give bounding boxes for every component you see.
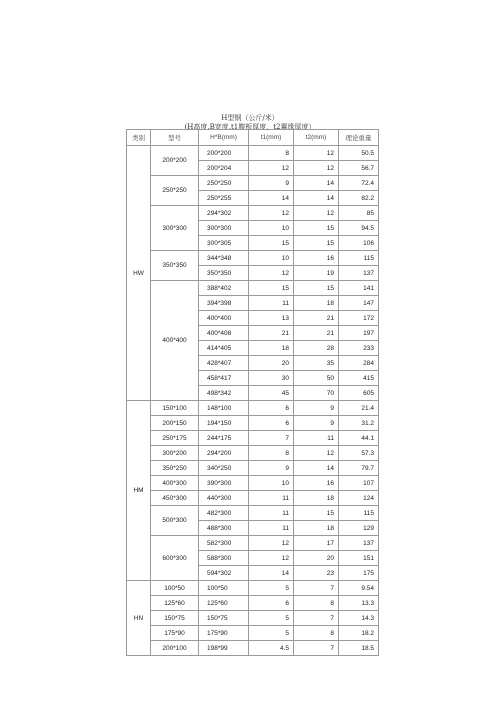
table-row <box>127 476 379 491</box>
hb-cell: 250*250 <box>199 176 249 191</box>
t1-cell: 7 <box>249 431 294 446</box>
t2-cell: 11 <box>294 431 339 446</box>
t2-cell: 18 <box>294 296 339 311</box>
weight-cell: 56.7 <box>339 161 379 176</box>
weight-cell: 175 <box>339 566 379 581</box>
hb-cell: 344*348 <box>199 251 249 266</box>
hb-cell: 458*417 <box>199 371 249 386</box>
weight-cell: 137 <box>339 266 379 281</box>
model-cell: 150*100 <box>151 401 199 416</box>
table-row <box>127 416 379 431</box>
hb-cell: 250*255 <box>199 191 249 206</box>
model-cell: 400*300 <box>151 476 199 491</box>
category-cell: HW <box>127 146 151 401</box>
t2-cell: 8 <box>294 596 339 611</box>
t1-cell: 15 <box>249 236 294 251</box>
t2-cell: 17 <box>294 536 339 551</box>
weight-cell: 18.5 <box>339 641 379 656</box>
t1-cell: 21 <box>249 326 294 341</box>
hb-cell: 482*300 <box>199 506 249 521</box>
h-beam-table <box>126 129 379 656</box>
t2-cell: 70 <box>294 386 339 401</box>
model-cell: 125*60 <box>151 596 199 611</box>
table-row <box>127 611 379 626</box>
t2-cell: 7 <box>294 581 339 596</box>
t2-cell: 15 <box>294 221 339 236</box>
t1-cell: 9 <box>249 461 294 476</box>
header-model: 型号 <box>151 130 199 146</box>
hb-cell: 294*302 <box>199 206 249 221</box>
header-t1: t1(mm) <box>249 130 294 146</box>
t1-cell: 10 <box>249 251 294 266</box>
model-cell: 200*150 <box>151 416 199 431</box>
t1-cell: 8 <box>249 146 294 161</box>
weight-cell: 82.2 <box>339 191 379 206</box>
weight-cell: 415 <box>339 371 379 386</box>
header-category: 类别 <box>127 130 151 146</box>
category-cell: HN <box>127 581 151 656</box>
model-cell: 200*100 <box>151 641 199 656</box>
t1-cell: 5 <box>249 626 294 641</box>
hb-cell: 194*150 <box>199 416 249 431</box>
weight-cell: 115 <box>339 251 379 266</box>
table-row <box>127 491 379 506</box>
model-cell: 250*175 <box>151 431 199 446</box>
table-row <box>127 206 379 221</box>
hb-cell: 428*407 <box>199 356 249 371</box>
hb-cell: 388*402 <box>199 281 249 296</box>
t1-cell: 14 <box>249 566 294 581</box>
table-row <box>127 581 379 596</box>
table-row <box>127 176 379 191</box>
t1-cell: 12 <box>249 266 294 281</box>
t1-cell: 15 <box>249 281 294 296</box>
t2-cell: 50 <box>294 371 339 386</box>
t2-cell: 15 <box>294 506 339 521</box>
weight-cell: 31.2 <box>339 416 379 431</box>
hb-cell: 400*408 <box>199 326 249 341</box>
t2-cell: 23 <box>294 566 339 581</box>
t1-cell: 5 <box>249 611 294 626</box>
model-cell: 350*250 <box>151 461 199 476</box>
t2-cell: 21 <box>294 311 339 326</box>
t1-cell: 9 <box>249 176 294 191</box>
header-weight: 理论重量 <box>339 130 379 146</box>
weight-cell: 172 <box>339 311 379 326</box>
weight-cell: 18.2 <box>339 626 379 641</box>
weight-cell: 9.54 <box>339 581 379 596</box>
t2-cell: 14 <box>294 461 339 476</box>
t1-cell: 11 <box>249 491 294 506</box>
weight-cell: 72.4 <box>339 176 379 191</box>
t1-cell: 14 <box>249 191 294 206</box>
t1-cell: 12 <box>249 206 294 221</box>
t1-cell: 8 <box>249 446 294 461</box>
t2-cell: 18 <box>294 491 339 506</box>
weight-cell: 115 <box>339 506 379 521</box>
hb-cell: 300*305 <box>199 236 249 251</box>
table-row <box>127 626 379 641</box>
t1-cell: 12 <box>249 536 294 551</box>
table-row <box>127 251 379 266</box>
model-cell: 100*50 <box>151 581 199 596</box>
model-cell: 500*300 <box>151 506 199 536</box>
hb-cell: 498*342 <box>199 386 249 401</box>
table-row <box>127 446 379 461</box>
weight-cell: 129 <box>339 521 379 536</box>
model-cell: 400*400 <box>151 281 199 401</box>
t2-cell: 12 <box>294 146 339 161</box>
table-body <box>127 146 379 656</box>
weight-cell: 21.4 <box>339 401 379 416</box>
model-cell: 450*300 <box>151 491 199 506</box>
weight-cell: 197 <box>339 326 379 341</box>
hb-cell: 414*405 <box>199 341 249 356</box>
t2-cell: 12 <box>294 446 339 461</box>
hb-cell: 244*175 <box>199 431 249 446</box>
t1-cell: 13 <box>249 311 294 326</box>
t2-cell: 15 <box>294 281 339 296</box>
weight-cell: 14.3 <box>339 611 379 626</box>
t1-cell: 10 <box>249 476 294 491</box>
t2-cell: 19 <box>294 266 339 281</box>
t1-cell: 10 <box>249 221 294 236</box>
t1-cell: 11 <box>249 506 294 521</box>
weight-cell: 137 <box>339 536 379 551</box>
table-row <box>127 536 379 551</box>
model-cell: 175*90 <box>151 626 199 641</box>
model-cell: 300*200 <box>151 446 199 461</box>
table-row <box>127 461 379 476</box>
table-row <box>127 506 379 521</box>
header-hb: H*B(mm) <box>199 130 249 146</box>
weight-cell: 85 <box>339 206 379 221</box>
hb-cell: 148*100 <box>199 401 249 416</box>
t2-cell: 21 <box>294 326 339 341</box>
hb-cell: 390*300 <box>199 476 249 491</box>
t2-cell: 12 <box>294 206 339 221</box>
weight-cell: 124 <box>339 491 379 506</box>
t2-cell: 14 <box>294 176 339 191</box>
hb-cell: 150*75 <box>199 611 249 626</box>
hb-cell: 588*300 <box>199 551 249 566</box>
t1-cell: 6 <box>249 416 294 431</box>
category-cell: HM <box>127 401 151 581</box>
hb-cell: 394*398 <box>199 296 249 311</box>
header-row <box>127 130 379 146</box>
t2-cell: 15 <box>294 236 339 251</box>
weight-cell: 57.3 <box>339 446 379 461</box>
model-cell: 350*350 <box>151 251 199 281</box>
hb-cell: 350*350 <box>199 266 249 281</box>
t1-cell: 12 <box>249 551 294 566</box>
weight-cell: 284 <box>339 356 379 371</box>
hb-cell: 200*200 <box>199 146 249 161</box>
hb-cell: 582*300 <box>199 536 249 551</box>
table-row <box>127 146 379 161</box>
t2-cell: 9 <box>294 416 339 431</box>
model-cell: 200*200 <box>151 146 199 176</box>
weight-cell: 147 <box>339 296 379 311</box>
hb-cell: 125*60 <box>199 596 249 611</box>
t1-cell: 20 <box>249 356 294 371</box>
t1-cell: 4.5 <box>249 641 294 656</box>
model-cell: 300*300 <box>151 206 199 251</box>
hb-cell: 400*400 <box>199 311 249 326</box>
t1-cell: 6 <box>249 596 294 611</box>
hb-cell: 440*300 <box>199 491 249 506</box>
weight-cell: 141 <box>339 281 379 296</box>
hb-cell: 175*90 <box>199 626 249 641</box>
table-row <box>127 641 379 656</box>
weight-cell: 50.5 <box>339 146 379 161</box>
hb-cell: 488*300 <box>199 521 249 536</box>
weight-cell: 79.7 <box>339 461 379 476</box>
weight-cell: 151 <box>339 551 379 566</box>
t1-cell: 5 <box>249 581 294 596</box>
table-row <box>127 431 379 446</box>
model-cell: 600*300 <box>151 536 199 581</box>
t2-cell: 16 <box>294 476 339 491</box>
hb-cell: 100*50 <box>199 581 249 596</box>
header-t2: t2(mm) <box>294 130 339 146</box>
t1-cell: 12 <box>249 161 294 176</box>
t1-cell: 18 <box>249 341 294 356</box>
table-row <box>127 401 379 416</box>
t2-cell: 20 <box>294 551 339 566</box>
t2-cell: 18 <box>294 521 339 536</box>
t2-cell: 7 <box>294 611 339 626</box>
t2-cell: 12 <box>294 161 339 176</box>
weight-cell: 107 <box>339 476 379 491</box>
table-row <box>127 281 379 296</box>
t1-cell: 11 <box>249 296 294 311</box>
t2-cell: 28 <box>294 341 339 356</box>
hb-cell: 340*250 <box>199 461 249 476</box>
t1-cell: 45 <box>249 386 294 401</box>
t2-cell: 14 <box>294 191 339 206</box>
t2-cell: 8 <box>294 626 339 641</box>
weight-cell: 106 <box>339 236 379 251</box>
weight-cell: 94.5 <box>339 221 379 236</box>
t1-cell: 30 <box>249 371 294 386</box>
table-title: H型钢（公斤/米） <box>221 114 279 122</box>
t2-cell: 9 <box>294 401 339 416</box>
weight-cell: 44.1 <box>339 431 379 446</box>
hb-cell: 594*302 <box>199 566 249 581</box>
t1-cell: 11 <box>249 521 294 536</box>
table-subtitle: (H高度,B宽度,t1腹板厚度，t2翼缘厚度） <box>184 123 316 131</box>
t2-cell: 7 <box>294 641 339 656</box>
hb-cell: 200*204 <box>199 161 249 176</box>
table-row <box>127 596 379 611</box>
weight-cell: 233 <box>339 341 379 356</box>
weight-cell: 605 <box>339 386 379 401</box>
t1-cell: 6 <box>249 401 294 416</box>
model-cell: 150*75 <box>151 611 199 626</box>
hb-cell: 300*300 <box>199 221 249 236</box>
t2-cell: 35 <box>294 356 339 371</box>
model-cell: 250*250 <box>151 176 199 206</box>
weight-cell: 13.3 <box>339 596 379 611</box>
hb-cell: 198*99 <box>199 641 249 656</box>
hb-cell: 294*200 <box>199 446 249 461</box>
t2-cell: 16 <box>294 251 339 266</box>
